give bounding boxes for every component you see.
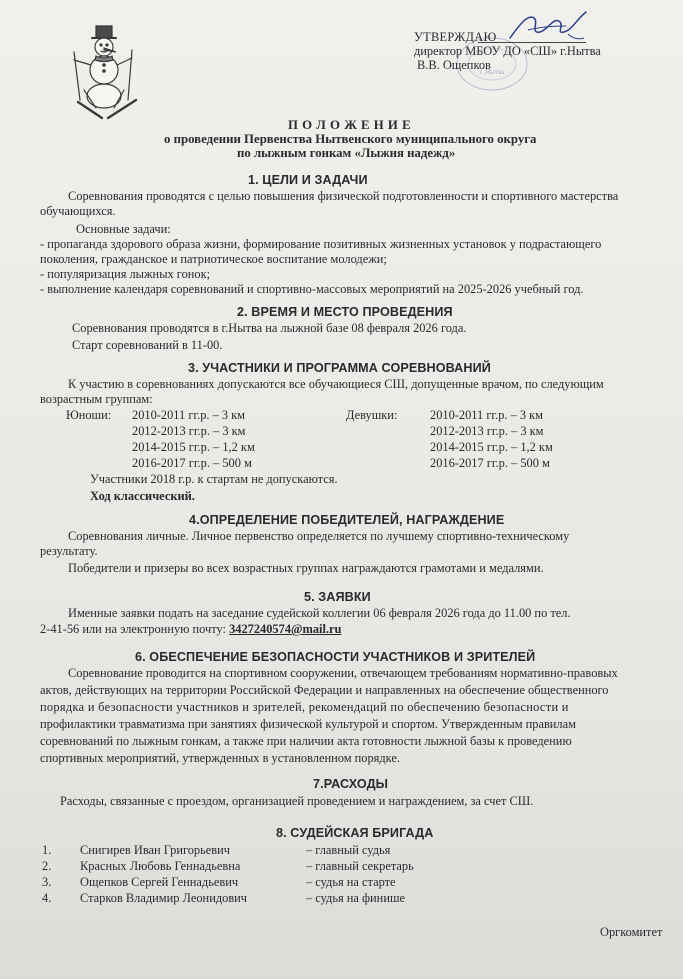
section-4-awards: Победители и призеры во всех возрастных группах награждаются грамотами и медалями. — [68, 561, 544, 575]
judge-name: Старков Владимир Леонидович — [80, 891, 248, 905]
judge-role: – главный секретарь — [306, 859, 414, 873]
judge-number: 3. — [42, 875, 52, 889]
section-7-heading: 7.РАСХОДЫ — [313, 777, 389, 791]
section-1-heading: 1. ЦЕЛИ И ЗАДАЧИ — [248, 173, 368, 187]
section-5-heading: 5. ЗАЯВКИ — [304, 590, 371, 604]
director-signature — [506, 4, 594, 48]
email-link[interactable]: 3427240574@mail.ru — [229, 622, 342, 636]
boys-group: 2010-2011 гг.р. – 3 км — [132, 408, 246, 422]
boys-group: 2012-2013 гг.р. – 3 км — [132, 424, 246, 438]
section-4-paragraph: Соревнования личные. Личное первенство определяется по лучшему спортивно-техническому — [68, 529, 570, 543]
girls-group: 2014-2015 гг.р. – 1,2 км — [430, 440, 553, 454]
svg-text:г. Нытва: г. Нытва — [479, 68, 505, 76]
section-4-heading: 4.ОПРЕДЕЛЕНИЕ ПОБЕДИТЕЛЕЙ, НАГРАЖДЕНИЕ — [189, 513, 505, 527]
section-5-contacts-text: 2-41-56 или на электронную почту: — [40, 622, 230, 636]
girls-group: 2012-2013 гг.р. – 3 км — [430, 424, 544, 438]
judge-number: 1. — [42, 843, 52, 857]
section-1-tasks-label: Основные задачи: — [76, 222, 171, 236]
judge-number: 4. — [42, 891, 52, 905]
section-2-heading: 2. ВРЕМЯ И МЕСТО ПРОВЕДЕНИЯ — [237, 305, 453, 319]
organizing-committee: Оргкомитет — [600, 925, 663, 939]
section-3-paragraph-cont: возрастным группам: — [40, 392, 153, 406]
section-3-paragraph: К участию в соревнованиях допускаются все обучающиеся СШ, допущенные врачом, по следующим — [68, 377, 604, 391]
section-3-heading: 3. УЧАСТНИКИ И ПРОГРАММА СОРЕВНОВАНИЙ — [188, 361, 491, 375]
approval-name: В.В. Ощепков — [417, 58, 491, 72]
section-3-note: Участники 2018 г.р. к стартам не допускаются. — [90, 472, 338, 486]
section-6-line: порядка и безопасности участников и зрителей, рекомендаций по обеспечению безопасности и — [40, 700, 569, 714]
section-7-paragraph: Расходы, связанные с проездом, организацией проведением и награждением, за счет СШ. — [60, 794, 534, 808]
section-6-line: профилактики травматизма при занятиях физической культурой и спортом. Утвержденным правилам — [40, 717, 576, 731]
section-6-heading: 6. ОБЕСПЕЧЕНИЕ БЕЗОПАСНОСТИ УЧАСТНИКОВ И ЗРИТЕЛЕЙ — [135, 650, 536, 664]
judge-name: Снигирев Иван Григорьевич — [80, 843, 230, 857]
document-subtitle: о проведении Первенства Нытвенского муниципального округа — [164, 132, 537, 146]
judge-name: Ощепков Сергей Геннадьевич — [80, 875, 239, 889]
section-1-paragraph-cont: обучающихся. — [40, 204, 116, 218]
section-2-paragraph: Соревнования проводятся в г.Нытва на лыжной базе 08 февраля 2026 года. — [72, 321, 467, 335]
section-5-contacts — [40, 622, 341, 637]
boys-group: 2014-2015 гг.р. – 1,2 км — [132, 440, 255, 454]
girls-group: 2016-2017 гг.р. – 500 м — [430, 456, 550, 470]
section-8-heading: 8. СУДЕЙСКАЯ БРИГАДА — [276, 826, 434, 840]
section-5-paragraph: Именные заявки подать на заседание судейской коллегии 06 февраля 2026 года до 11.00 по тел. — [68, 606, 571, 620]
boys-label: Юноши: — [66, 408, 112, 422]
section-6-line: соревнований по лыжным гонкам, а также при наличии акта готовности лыжной базы к проведению — [40, 734, 572, 748]
judge-role: – главный судья — [306, 843, 391, 857]
snowman-skier-illustration — [66, 20, 148, 124]
judge-name: Красных Любовь Геннадьевна — [80, 859, 241, 873]
task-item: - выполнение календаря соревнований и спортивно-массовых мероприятий на 2025-2026 учебный год. — [40, 282, 584, 296]
task-item: - популяризация лыжных гонок; — [40, 267, 211, 281]
approval-position: директор МБОУ ДО «СШ» г.Нытва — [414, 44, 601, 58]
section-4-paragraph-cont: результату. — [40, 544, 98, 558]
task-item: - пропаганда здорового образа жизни, формирование позитивных жизненных установок у подрастающего — [40, 237, 602, 251]
document-title: П О Л О Ж Е Н И Е — [288, 118, 412, 132]
section-3-style: Ход классический. — [90, 489, 195, 503]
section-6-line: Соревнование проводится на спортивном сооружении, отвечающем требованиям нормативно-правовых — [68, 666, 618, 680]
approval-title: УТВЕРЖДАЮ — [414, 30, 497, 44]
judge-role: – судья на финише — [306, 891, 405, 905]
girls-label: Девушки: — [346, 408, 398, 422]
section-1-paragraph: Соревнования проводятся с целью повышения физической подготовленности и спортивного мастерства — [68, 189, 619, 203]
section-6-line: спортивных мероприятий, утвержденных в установленном порядке. — [40, 751, 400, 765]
task-item-cont: поколения, гражданское и патриотическое воспитание молодежи; — [40, 252, 387, 266]
section-2-start-time: Старт соревнований в 11-00. — [72, 338, 223, 352]
girls-group: 2010-2011 гг.р. – 3 км — [430, 408, 544, 422]
boys-group: 2016-2017 гг.р. – 500 м — [132, 456, 252, 470]
document-subtitle-2: по лыжным гонкам «Лыжня надежд» — [237, 146, 456, 160]
judge-role: – судья на старте — [306, 875, 396, 889]
section-6-line: актов, действующих на территории Российской Федерации и направленных на обеспечение общественного — [40, 683, 609, 697]
judge-number: 2. — [42, 859, 52, 873]
